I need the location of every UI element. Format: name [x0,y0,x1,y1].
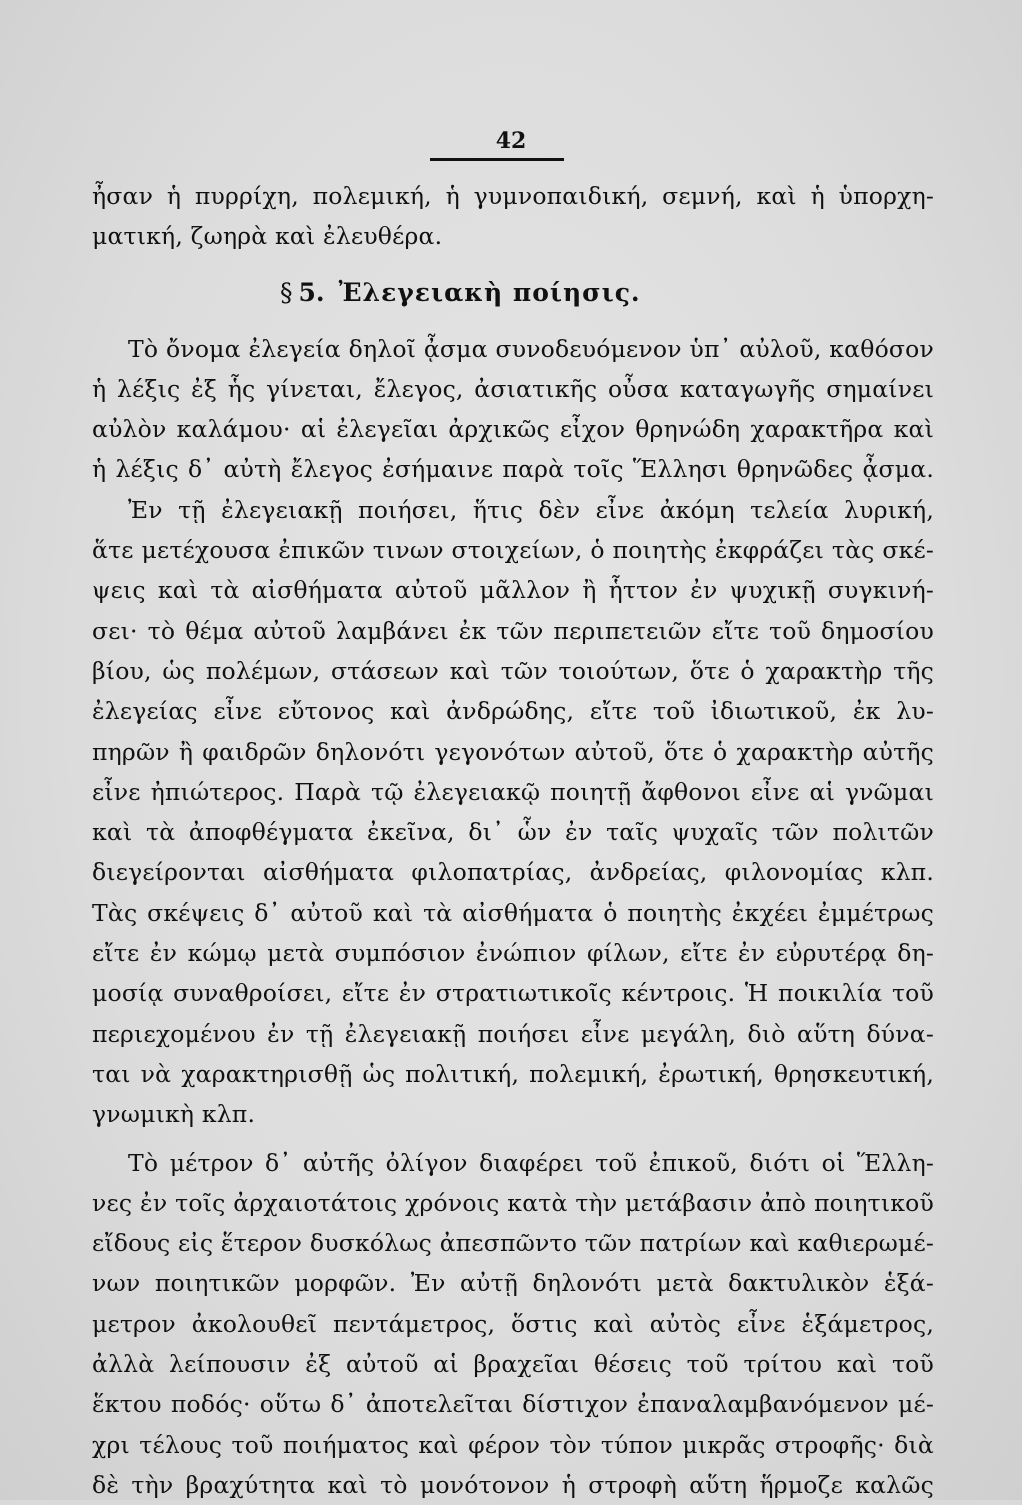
text-line: ἕκτου ποδός· οὕτω δ᾽ ἀποτελεῖται δίστιχον ἐπαναλαμβανόμενον μέ- [92,1390,934,1419]
text-line: βίου, ὡς πολέμων, στάσεων καὶ τῶν τοιούτων, ὅτε ὁ χαρακτὴρ τῆς [92,656,934,685]
section-symbol: § [280,277,293,307]
text-line: ματική, ζωηρὰ καὶ ἐλευθέρα. [92,222,443,251]
text-line: περιεχομένου ἐν τῇ ἐλεγειακῇ ποιήσει εἶνε μεγάλη, διὸ αὕτη δύνα- [92,1019,934,1048]
text-line: μετρον ἀκολουθεῖ πεντάμετρος, ὅστις καὶ αὐτὸς εἶνε ἑξάμετρος, [92,1309,934,1338]
text-line: Τὸ μέτρον δ᾽ αὐτῆς ὀλίγον διαφέρει τοῦ ἐπικοῦ, διότι οἱ Ἕλλη- [128,1148,934,1177]
text-line: Τὸ ὄνομα ἐλεγεία δηλοῖ ᾆσμα συνοδευόμενον ὑπ᾽ αὐλοῦ, καθόσον [128,334,934,363]
text-line: γνωμικὴ κλπ. [92,1100,256,1129]
text-line: εἴτε ἐν κώμῳ μετὰ συμπόσιον ἐνώπιον φίλων, εἴτε ἐν εὐρυτέρᾳ δη- [92,939,934,968]
text-line: Ἐν τῇ ἐλεγειακῇ ποιήσει, ἥτις δὲν εἶνε ἀκόμη τελεία λυρική, [128,495,934,524]
intro-paragraph [92,176,934,257]
text-line: ψεις καὶ τὰ αἰσθήματα αὐτοῦ μᾶλλον ἢ ἧττον ἐν ψυχικῇ συγκινή- [92,576,934,605]
page-number: 42 [495,128,527,154]
paragraph-2 [92,1143,934,1505]
text-line: δὲ τὴν βραχύτητα καὶ τὸ μονότονον ἡ στροφὴ αὕτη ἥρμοζε καλῶς [92,1470,934,1499]
text-line: ἐλεγείας εἶνε εὔτονος καὶ ἀνδρώδης, εἴτε τοῦ ἰδιωτικοῦ, ἐκ λυ- [92,697,934,726]
text-line: ται νὰ χαρακτηρισθῇ ὡς πολιτική, πολεμική, ἐρωτική, θρησκευτική, [92,1059,934,1088]
text-line: Τὰς σκέψεις δ᾽ αὐτοῦ καὶ τὰ αἰσθήματα ὁ ποιητὴς ἐκχέει ἐμμέτρως [92,898,934,927]
section-heading [92,257,934,329]
text-line: ἡ λέξις ἐξ ἧς γίνεται, ἔλεγος, ἀσιατικῆς οὖσα καταγωγῆς σημαίνει [92,374,934,403]
text-line: μοσίᾳ συναθροίσει, εἴτε ἐν στρατιωτικοῖς κέντροις. Ἡ ποικιλία τοῦ [92,979,934,1008]
page-number-rule [430,158,564,161]
text-line: ἅτε μετέχουσα ἐπικῶν τινων στοιχείων, ὁ ποιητὴς ἐκφράζει τὰς σκέ- [92,536,934,565]
text-line: εἶνε ἠπιώτερος. Παρὰ τῷ ἐλεγειακῷ ποιητῇ ἄφθονοι εἶνε αἱ γνῶμαι [92,777,934,806]
text-line: νες ἐν τοῖς ἀρχαιοτάτοις χρόνοις κατὰ τὴν μετάβασιν ἀπὸ ποιητικοῦ [92,1188,934,1217]
text-line: ἡ λέξις δ᾽ αὐτὴ ἔλεγος ἐσήμαινε παρὰ τοῖς Ἕλλησι θρηνῶδες ᾆσμα. [92,455,934,484]
paragraph-1 [92,329,934,1135]
paragraph-gap [92,1135,934,1143]
section-title: Ἐλεγειακὴ ποίησις. [338,277,641,307]
text-line: σει· τὸ θέμα αὐτοῦ λαμβάνει ἐκ τῶν περιπετειῶν εἴτε τοῦ δημοσίου [92,616,934,645]
text-line: αὐλὸν καλάμου· αἱ ἐλεγεῖαι ἀρχικῶς εἶχον θρηνώδη χαρακτῆρα καὶ [92,415,934,444]
text-line: καὶ τὰ ἀποφθέγματα ἐκεῖνα, δι᾽ ὧν ἐν ταῖς ψυχαῖς τῶν πολιτῶν [92,818,934,847]
text-line: εἴδους εἰς ἕτερον δυσκόλως ἀπεσπῶντο τῶν πατρίων καὶ καθιερωμέ- [92,1229,934,1258]
section-number: 5. [298,277,325,307]
body-text [92,176,934,1505]
text-line: χρι τέλους τοῦ ποιήματος καὶ φέρον τὸν τύπον μικρᾶς στροφῆς· διὰ [92,1430,934,1459]
text-line: ἦσαν ἡ πυρρίχη, πολεμική, ἡ γυμνοπαιδική, σεμνή, καὶ ἡ ὑπορχη- [92,182,934,210]
text-line: πηρῶν ἢ φαιδρῶν δηλονότι γεγονότων αὐτοῦ, ὅτε ὁ χαρακτὴρ αὐτῆς [92,737,934,766]
text-line: νων ποιητικῶν μορφῶν. Ἐν αὐτῇ δηλονότι μετὰ δακτυλικὸν ἑξά- [92,1269,934,1298]
text-line: ἀλλὰ λείπουσιν ἐξ αὐτοῦ αἱ βραχεῖαι θέσεις τοῦ τρίτου καὶ τοῦ [92,1350,934,1379]
text-line: διεγείρονται αἰσθήματα φιλοπατρίας, ἀνδρείας, φιλονομίας κλπ. [92,858,934,887]
